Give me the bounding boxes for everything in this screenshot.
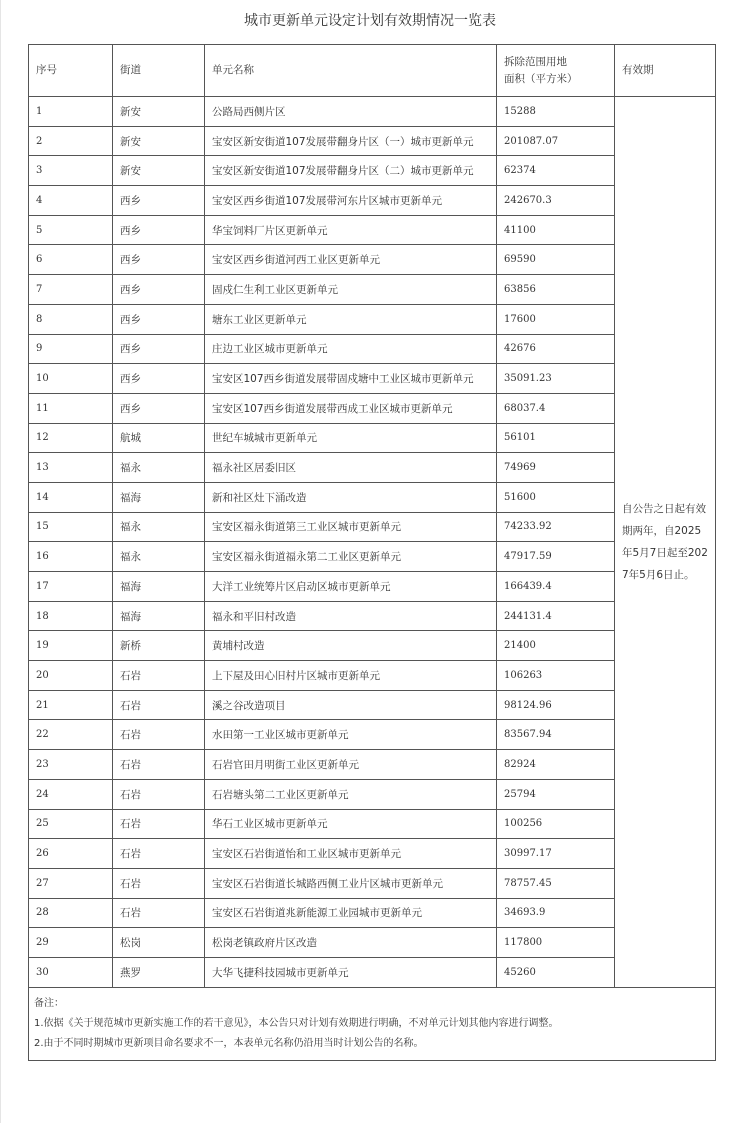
row-unit-name: 宝安区西乡街道107发展带河东片区城市更新单元	[205, 186, 497, 216]
row-area: 42676	[497, 334, 615, 364]
row-unit-name: 溪之谷改造项目	[205, 690, 497, 720]
row-area: 34693.9	[497, 898, 615, 928]
header-area	[497, 45, 615, 97]
row-index: 3	[29, 156, 113, 186]
row-unit-name: 宝安区107西乡街道发展带西成工业区城市更新单元	[205, 393, 497, 423]
table-row	[29, 97, 716, 127]
table-row	[29, 275, 716, 305]
table-row	[29, 601, 716, 631]
row-street: 西乡	[113, 334, 205, 364]
row-street: 石岩	[113, 868, 205, 898]
row-area: 82924	[497, 750, 615, 780]
row-unit-name: 宝安区107西乡街道发展带固戍塘中工业区城市更新单元	[205, 364, 497, 394]
header-street: 街道	[113, 45, 205, 97]
row-index: 7	[29, 275, 113, 305]
row-area: 74969	[497, 453, 615, 483]
row-index: 21	[29, 690, 113, 720]
row-area: 68037.4	[497, 393, 615, 423]
row-unit-name: 福永和平旧村改造	[205, 601, 497, 631]
row-area: 41100	[497, 215, 615, 245]
row-area: 56101	[497, 423, 615, 453]
row-area: 69590	[497, 245, 615, 275]
row-street: 燕罗	[113, 957, 205, 987]
table-row	[29, 245, 716, 275]
row-index: 18	[29, 601, 113, 631]
row-index: 24	[29, 779, 113, 809]
row-area: 45260	[497, 957, 615, 987]
table-row	[29, 957, 716, 987]
row-unit-name: 石岩官田月明街工业区更新单元	[205, 750, 497, 780]
row-area: 47917.59	[497, 542, 615, 572]
row-unit-name: 华石工业区城市更新单元	[205, 809, 497, 839]
document-title: 城市更新单元设定计划有效期情况一览表	[244, 13, 496, 29]
row-street: 福永	[113, 512, 205, 542]
table-row	[29, 928, 716, 958]
row-unit-name: 上下屋及田心旧村片区城市更新单元	[205, 661, 497, 691]
row-unit-name: 宝安区新安街道107发展带翻身片区（一）城市更新单元	[205, 126, 497, 156]
row-street: 西乡	[113, 393, 205, 423]
row-index: 22	[29, 720, 113, 750]
row-street: 新桥	[113, 631, 205, 661]
row-area: 106263	[497, 661, 615, 691]
row-area: 100256	[497, 809, 615, 839]
table-row	[29, 364, 716, 394]
table-row	[29, 750, 716, 780]
table-row	[29, 453, 716, 483]
table-body	[29, 97, 716, 988]
row-street: 福海	[113, 482, 205, 512]
row-index: 9	[29, 334, 113, 364]
row-index: 26	[29, 839, 113, 869]
header-validity: 有效期	[615, 45, 716, 97]
row-street: 石岩	[113, 779, 205, 809]
row-index: 19	[29, 631, 113, 661]
row-index: 25	[29, 809, 113, 839]
row-street: 石岩	[113, 690, 205, 720]
table-row	[29, 720, 716, 750]
table-row	[29, 542, 716, 572]
header-area-line2: 面积（平方米）	[504, 72, 578, 85]
row-area: 63856	[497, 275, 615, 305]
row-unit-name: 宝安区福永街道第三工业区城市更新单元	[205, 512, 497, 542]
row-index: 4	[29, 186, 113, 216]
row-unit-name: 宝安区西乡街道河西工业区更新单元	[205, 245, 497, 275]
row-area: 30997.17	[497, 839, 615, 869]
row-street: 福永	[113, 453, 205, 483]
row-unit-name: 宝安区石岩街道长城路西侧工业片区城市更新单元	[205, 868, 497, 898]
header-unit-name: 单元名称	[205, 45, 497, 97]
row-street: 松岗	[113, 928, 205, 958]
row-unit-name: 华宝饲料厂片区更新单元	[205, 215, 497, 245]
row-area: 117800	[497, 928, 615, 958]
row-index: 12	[29, 423, 113, 453]
row-street: 新安	[113, 156, 205, 186]
row-index: 5	[29, 215, 113, 245]
row-unit-name: 宝安区石岩街道兆新能源工业园城市更新单元	[205, 898, 497, 928]
row-index: 30	[29, 957, 113, 987]
row-area: 98124.96	[497, 690, 615, 720]
row-street: 福永	[113, 542, 205, 572]
row-unit-name: 宝安区新安街道107发展带翻身片区（二）城市更新单元	[205, 156, 497, 186]
row-index: 2	[29, 126, 113, 156]
table-row	[29, 868, 716, 898]
row-unit-name: 大华飞捷科技园城市更新单元	[205, 957, 497, 987]
row-area: 62374	[497, 156, 615, 186]
row-index: 13	[29, 453, 113, 483]
row-area: 78757.45	[497, 868, 615, 898]
row-area: 83567.94	[497, 720, 615, 750]
table-row	[29, 334, 716, 364]
row-unit-name: 新和社区灶下涌改造	[205, 482, 497, 512]
header-index: 序号	[29, 45, 113, 97]
row-index: 8	[29, 304, 113, 334]
row-street: 西乡	[113, 186, 205, 216]
row-street: 新安	[113, 126, 205, 156]
row-area: 244131.4	[497, 601, 615, 631]
table-row	[29, 631, 716, 661]
update-plan-table	[28, 44, 716, 1061]
table-row	[29, 661, 716, 691]
header-area-line1: 拆除范围用地	[504, 55, 567, 68]
row-area: 21400	[497, 631, 615, 661]
row-index: 6	[29, 245, 113, 275]
row-street: 西乡	[113, 215, 205, 245]
table-row	[29, 156, 716, 186]
table-row	[29, 423, 716, 453]
notes-row	[29, 987, 716, 1060]
row-street: 福海	[113, 601, 205, 631]
row-street: 西乡	[113, 275, 205, 305]
row-index: 14	[29, 482, 113, 512]
table-row	[29, 393, 716, 423]
row-street: 航城	[113, 423, 205, 453]
row-street: 石岩	[113, 898, 205, 928]
row-index: 1	[29, 97, 113, 127]
row-index: 27	[29, 868, 113, 898]
row-index: 10	[29, 364, 113, 394]
row-area: 35091.23	[497, 364, 615, 394]
table-row	[29, 482, 716, 512]
row-index: 16	[29, 542, 113, 572]
row-index: 20	[29, 661, 113, 691]
row-street: 福海	[113, 572, 205, 602]
notes-heading: 备注：	[34, 997, 64, 1009]
row-street: 西乡	[113, 304, 205, 334]
row-street: 石岩	[113, 750, 205, 780]
page-left-border	[0, 0, 1, 1123]
row-unit-name: 宝安区石岩街道怡和工业区城市更新单元	[205, 839, 497, 869]
row-unit-name: 庄边工业区城市更新单元	[205, 334, 497, 364]
table-row	[29, 839, 716, 869]
row-unit-name: 宝安区福永街道福永第二工业区更新单元	[205, 542, 497, 572]
row-area: 25794	[497, 779, 615, 809]
row-area: 166439.4	[497, 572, 615, 602]
row-area: 74233.92	[497, 512, 615, 542]
row-unit-name: 塘东工业区更新单元	[205, 304, 497, 334]
table-row	[29, 690, 716, 720]
table-row	[29, 779, 716, 809]
row-unit-name: 福永社区居委旧区	[205, 453, 497, 483]
row-index: 11	[29, 393, 113, 423]
row-unit-name: 公路局西侧片区	[205, 97, 497, 127]
row-street: 石岩	[113, 839, 205, 869]
notes-cell	[29, 987, 716, 1060]
note-item-1: 1.依据《关于规范城市更新实施工作的若干意见》，本公告只对计划有效期进行明确，不对单元计划其他内容进行调整。	[34, 1017, 559, 1029]
table-row	[29, 304, 716, 334]
table-row	[29, 126, 716, 156]
row-street: 石岩	[113, 809, 205, 839]
row-area: 242670.3	[497, 186, 615, 216]
row-area: 15288	[497, 97, 615, 127]
row-unit-name: 黄埔村改造	[205, 631, 497, 661]
row-unit-name: 固戍仁生利工业区更新单元	[205, 275, 497, 305]
table-header-row	[29, 45, 716, 97]
table-row	[29, 186, 716, 216]
validity-cell: 自公告之日起有效期两年，自2025年5月7日起至2027年5月6日止。	[615, 97, 716, 988]
row-unit-name: 松岗老镇政府片区改造	[205, 928, 497, 958]
row-street: 西乡	[113, 364, 205, 394]
row-unit-name: 水田第一工业区城市更新单元	[205, 720, 497, 750]
row-unit-name: 石岩塘头第二工业区更新单元	[205, 779, 497, 809]
row-area: 201087.07	[497, 126, 615, 156]
row-index: 29	[29, 928, 113, 958]
row-index: 15	[29, 512, 113, 542]
row-street: 西乡	[113, 245, 205, 275]
table-row	[29, 809, 716, 839]
row-unit-name: 世纪车城城市更新单元	[205, 423, 497, 453]
row-index: 17	[29, 572, 113, 602]
table-row	[29, 898, 716, 928]
row-street: 石岩	[113, 661, 205, 691]
table-row	[29, 215, 716, 245]
row-index: 23	[29, 750, 113, 780]
table-row	[29, 512, 716, 542]
row-area: 51600	[497, 482, 615, 512]
row-index: 28	[29, 898, 113, 928]
row-area: 17600	[497, 304, 615, 334]
row-street: 石岩	[113, 720, 205, 750]
row-unit-name: 大洋工业统筹片区启动区城市更新单元	[205, 572, 497, 602]
row-street: 新安	[113, 97, 205, 127]
note-item-2: 2.由于不同时期城市更新项目命名要求不一，本表单元名称仍沿用当时计划公告的名称。	[34, 1037, 424, 1049]
table-row	[29, 572, 716, 602]
